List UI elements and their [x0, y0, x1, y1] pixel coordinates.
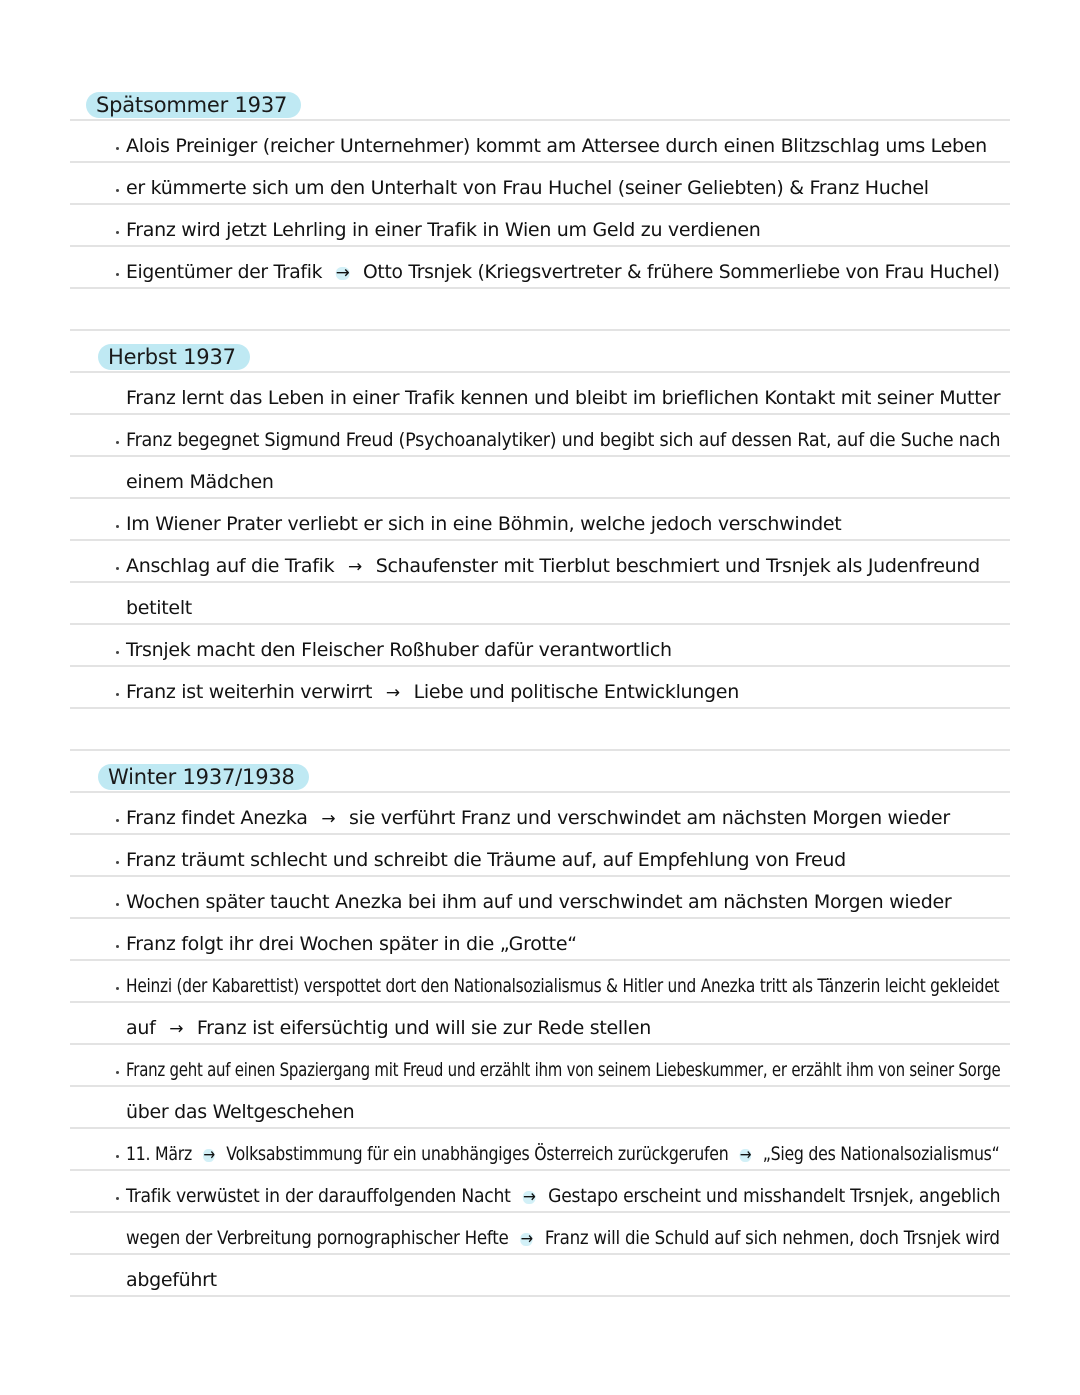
note-text: [126, 849, 846, 871]
bullet-item: [0, 918, 1080, 960]
text-segment: Wochen später taucht Anezka bei ihm auf und verschwindet am nächsten Morgen wieder: [126, 891, 952, 913]
text-segment: Trafik verwüstet in der darauffolgenden Nacht: [126, 1185, 516, 1207]
bullet-continuation: [0, 582, 1080, 624]
bullet-continuation: [0, 1254, 1080, 1296]
note-text: [126, 1227, 1000, 1249]
bullet-dot-icon: [116, 1197, 119, 1200]
arrow-right-icon: →: [382, 683, 404, 703]
bullet-dot-icon: [116, 273, 119, 276]
bullet-item: [0, 666, 1080, 708]
text-segment: Schaufenster mit Tierblut beschmiert und Trsnjek als Judenfreund: [369, 555, 980, 577]
arrow-right-icon: →: [736, 1145, 754, 1165]
bullet-item: [0, 624, 1080, 666]
bullet-continuation: [0, 1002, 1080, 1044]
bullet-item: [0, 120, 1080, 162]
note-text: [126, 1269, 217, 1291]
bullet-item: [0, 876, 1080, 918]
note-text: [126, 1143, 1000, 1165]
note-text: [126, 1017, 651, 1039]
text-segment: Franz begegnet Sigmund Freud (Psychoanalytiker) und begibt sich auf dessen Rat, auf die Suche nach: [126, 429, 1001, 451]
text-segment: Im Wiener Prater verliebt er sich in eine Böhmin, welche jedoch verschwindet: [126, 513, 842, 535]
arrow-right-icon: →: [200, 1145, 218, 1165]
note-text: [126, 891, 951, 913]
text-segment: Franz will die Schuld auf sich nehmen, doch Trsnjek wird: [539, 1227, 1000, 1249]
bullet-dot-icon: [116, 1155, 119, 1158]
text-segment: auf: [126, 1017, 162, 1039]
arrow-right-icon: →: [317, 809, 339, 829]
bullet-dot-icon: [116, 1071, 119, 1074]
bullet-dot-icon: [116, 651, 119, 654]
section-heading-row: [0, 750, 1080, 792]
text-segment: Trsnjek macht den Fleischer Roßhuber dafür verantwortlich: [126, 639, 672, 661]
section-heading-row: [0, 78, 1080, 120]
text-segment: betitelt: [126, 597, 192, 619]
text-segment: Franz wird jetzt Lehrling in einer Trafik in Wien um Geld zu verdienen: [126, 219, 761, 241]
section-heading-row: [0, 330, 1080, 372]
arrow-right-icon: →: [344, 557, 366, 577]
text-segment: Gestapo erscheint und misshandelt Trsnjek, angeblich: [542, 1185, 1001, 1207]
bullet-item: [0, 1128, 1080, 1170]
text-segment: abgeführt: [126, 1269, 217, 1291]
note-text: [126, 513, 841, 535]
bullet-dot-icon: [116, 861, 119, 864]
section-heading: Winter 1937/1938: [98, 764, 309, 790]
bullet-item: [0, 540, 1080, 582]
note-text: [126, 555, 980, 577]
note-text: [126, 219, 760, 241]
bullet-item: [0, 960, 1080, 1002]
text-segment: sie verführt Franz und verschwindet am nächsten Morgen wieder: [343, 807, 950, 829]
bullet-dot-icon: [116, 693, 119, 696]
bullet-item: [0, 372, 1080, 414]
bullet-item: [0, 792, 1080, 834]
text-segment: Alois Preiniger (reicher Unternehmer) kommt am Attersee durch einen Blitzschlag ums Leben: [126, 135, 987, 157]
bullet-dot-icon: [116, 567, 119, 570]
text-segment: wegen der Verbreitung pornographischer Hefte: [126, 1227, 514, 1249]
bullet-item: [0, 834, 1080, 876]
arrow-right-icon: →: [332, 263, 354, 283]
bullet-item: [0, 414, 1080, 456]
bullet-continuation: [0, 1212, 1080, 1254]
arrow-right-icon: →: [519, 1187, 539, 1207]
text-segment: Franz geht auf einen Spaziergang mit Freud und erzählt ihm von seinem Liebeskummer, er erzählt ihm von seiner Sorge: [126, 1059, 1001, 1081]
note-text: [126, 975, 999, 997]
text-segment: Franz findet Anezka: [126, 807, 314, 829]
text-segment: Otto Trsnjek (Kriegsvertreter & frühere Sommerliebe von Frau Huchel): [357, 261, 1000, 283]
bullet-continuation: [0, 456, 1080, 498]
note-text: [126, 807, 950, 829]
note-text: [126, 1059, 1000, 1081]
text-segment: Heinzi (der Kabarettist) verspottet dort den Nationalsozialismus & Hitler und Anezka tritt als Tänzerin leicht gekleidet: [126, 975, 1000, 997]
text-segment: Franz lernt das Leben in einer Trafik kennen und bleibt im brieflichen Kontakt mit seiner Mutter: [126, 387, 1001, 409]
bullet-dot-icon: [116, 987, 119, 990]
text-segment: Franz ist eifersüchtig und will sie zur Rede stellen: [191, 1017, 651, 1039]
bullet-item: [0, 162, 1080, 204]
bullet-dot-icon: [116, 441, 119, 444]
bullet-dot-icon: [116, 903, 119, 906]
bullet-dot-icon: [116, 147, 119, 150]
section-heading: Herbst 1937: [98, 344, 250, 370]
bullet-dot-icon: [116, 945, 119, 948]
text-segment: über das Weltgeschehen: [126, 1101, 355, 1123]
text-segment: 11. März: [126, 1143, 197, 1165]
text-segment: einem Mädchen: [126, 471, 274, 493]
bullet-item: [0, 1044, 1080, 1086]
note-text: [126, 135, 987, 157]
bullet-dot-icon: [116, 819, 119, 822]
note-text: [126, 261, 1000, 283]
text-segment: Franz folgt ihr drei Wochen später in die „Grotte“: [126, 933, 577, 955]
note-text: [126, 471, 274, 493]
note-text: [126, 177, 929, 199]
note-text: [126, 681, 739, 703]
bullet-item: [0, 498, 1080, 540]
text-segment: „Sieg des Nationalsozialismus“: [757, 1143, 1000, 1165]
text-segment: Franz ist weiterhin verwirrt: [126, 681, 378, 703]
note-text: [126, 597, 192, 619]
bullet-item: [0, 204, 1080, 246]
section-heading: Spätsommer 1937: [86, 92, 301, 118]
note-text: [126, 387, 1000, 409]
text-segment: Eigentümer der Trafik: [126, 261, 328, 283]
text-segment: Volksabstimmung für ein unabhängiges Österreich zurückgerufen: [221, 1143, 734, 1165]
text-segment: Franz träumt schlecht und schreibt die Träume auf, auf Empfehlung von Freud: [126, 849, 846, 871]
note-text: [126, 429, 1000, 451]
bullet-continuation: [0, 1086, 1080, 1128]
bullet-item: [0, 1170, 1080, 1212]
text-segment: er kümmerte sich um den Unterhalt von Frau Huchel (seiner Geliebten) & Franz Huchel: [126, 177, 929, 199]
arrow-right-icon: →: [165, 1019, 187, 1039]
text-segment: Liebe und politische Entwicklungen: [407, 681, 739, 703]
bullet-dot-icon: [116, 231, 119, 234]
bullet-dot-icon: [116, 525, 119, 528]
note-text: [126, 639, 672, 661]
bullet-dot-icon: [116, 189, 119, 192]
note-text: [126, 1185, 1000, 1207]
note-text: [126, 933, 577, 955]
bullet-item: [0, 246, 1080, 288]
arrow-right-icon: →: [517, 1229, 536, 1249]
text-segment: Anschlag auf die Trafik: [126, 555, 341, 577]
note-text: [126, 1101, 354, 1123]
